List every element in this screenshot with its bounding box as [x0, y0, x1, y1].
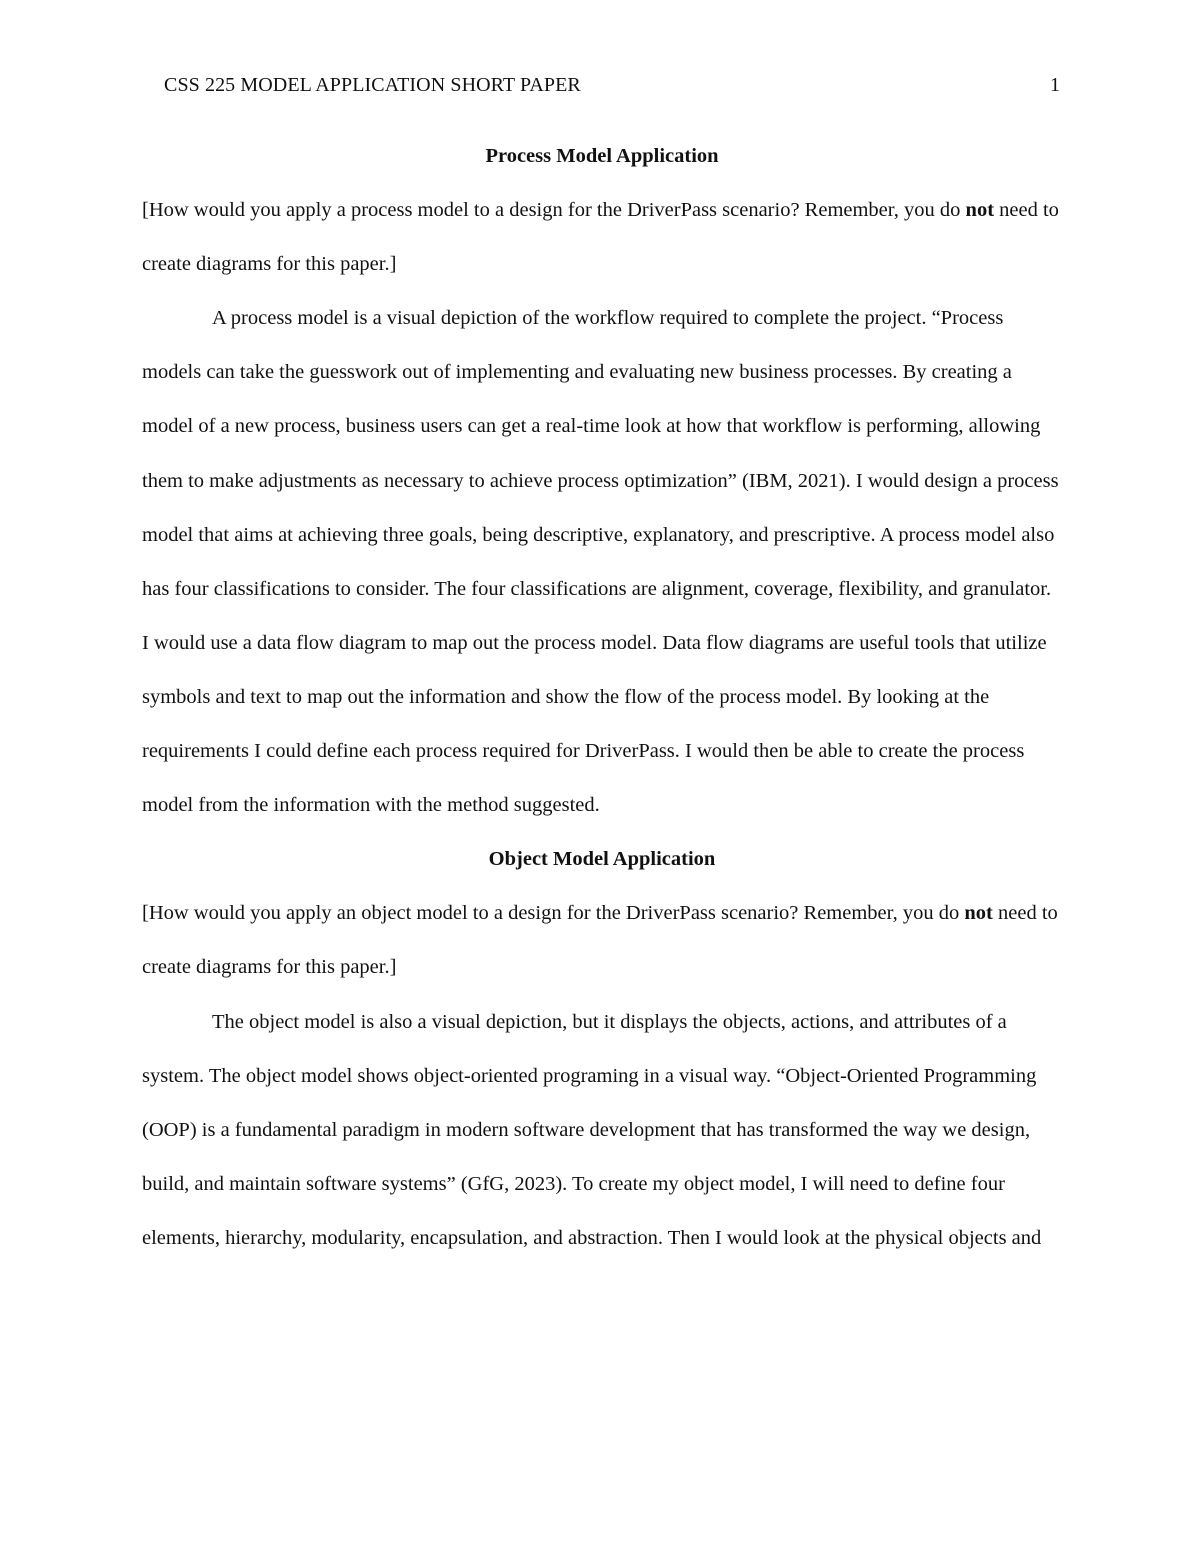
section-prompt-object-model	[142, 886, 1062, 994]
running-head: CSS 225 MODEL APPLICATION SHORT PAPER	[164, 74, 581, 96]
document-body	[142, 129, 1062, 1265]
prompt-text-after: need to create diagrams for this paper.]	[142, 199, 1059, 276]
prompt-emphasis: not	[965, 199, 995, 222]
prompt-emphasis: not	[964, 902, 993, 925]
prompt-text-before: [How would you apply an object model to a design for the DriverPass scenario? Remember, you do	[142, 902, 965, 925]
section-heading-object-model: Object Model Application	[488, 848, 716, 871]
section-prompt-process-model	[142, 183, 1062, 291]
body-paragraph-object-model: The object model is also a visual depiction, but it displays the objects, actions, and attributes of a system. The object model shows object-oriented programing in a visual way. “Object-Oriented Programming (OOP) is a fundamental paradigm in modern software development that has transformed the way we design, build, and maintain software systems” (GfG, 2023). To create my object model, I will need to define four elements, hierarchy, modularity, encapsulation, and abstraction. Then I would look at the physical objects and	[142, 1010, 1042, 1249]
prompt-text-after: need to create diagrams for this paper.]	[142, 902, 1058, 979]
prompt-text-before: [How would you apply a process model to a design for the DriverPass scenario? Remember, you do	[142, 199, 966, 222]
page-number: 1	[1050, 74, 1060, 96]
page-header	[164, 74, 1060, 102]
section-heading-process-model: Process Model Application	[485, 145, 719, 167]
body-paragraph-process-model: A process model is a visual depiction of the workflow required to complete the project. “Process models can take the guesswork out of implementing and evaluating new business processes. By creating a model of a new process, business users can get a real-time look at how that workflow is performing, allowing them to make adjustments as necessary to achieve process optimization” (IBM, 2021). I would design a process model that aims at achieving three goals, being descriptive, explanatory, and prescriptive. A process model also has four classifications to consider. The four classifications are alignment, coverage, flexibility, and granulator. I would use a data flow diagram to map out the process model. Data flow diagrams are useful tools that utilize symbols and text to map out the information and show the flow of the process model. By looking at the requirements I could define each process required for DriverPass. I would then be able to create the process model from the information with the method suggested.	[142, 307, 1059, 817]
